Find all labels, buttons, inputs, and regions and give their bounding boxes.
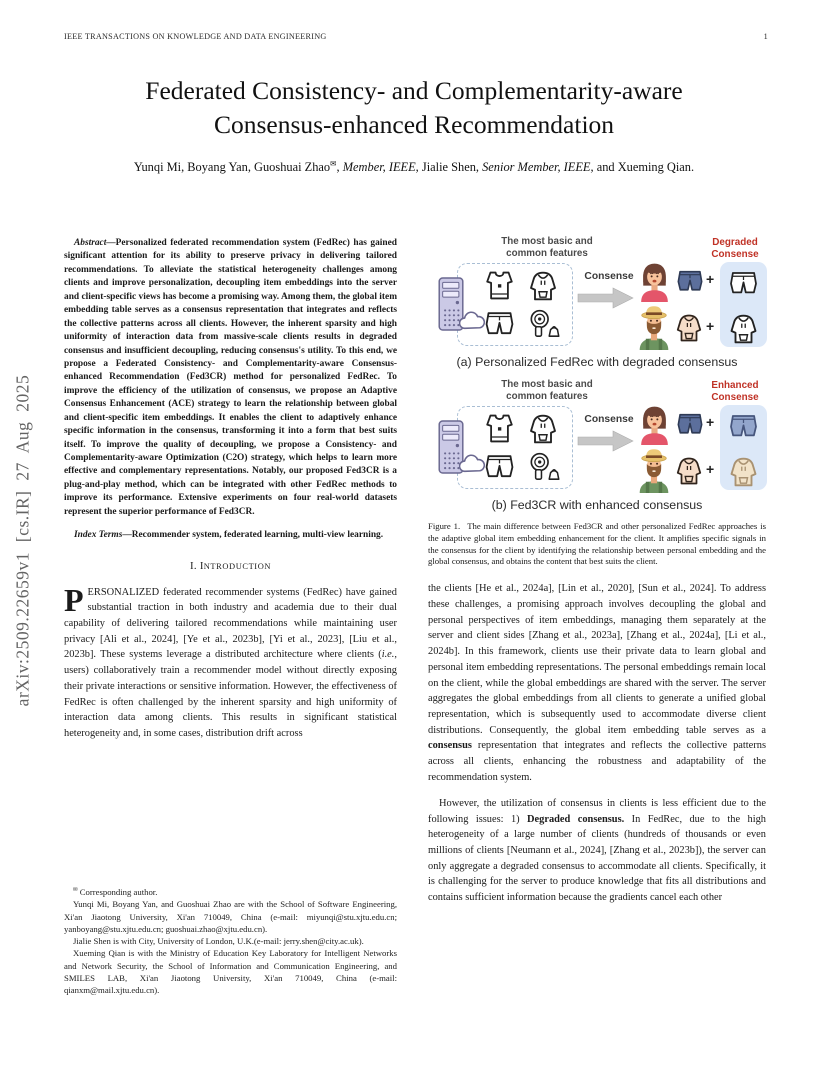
footnote-affiliation-3: Xueming Qian is with the Ministry of Education Key Laboratory for Intelligent Networks and Network Security, the School of Information and Communication Engineering, and SMILES LAB, Xi'an Jiaotong University, Xi'an 710049, China (e-mail: qianxm@mail.xjtu.edu.cn). (64, 948, 397, 996)
footnote-affiliation-1: Yunqi Mi, Boyang Yan, and Guoshuai Zhao are with the School of Software Engineering, Xi'an Jiaotong University, Xi'an 710049, China (e-mail: miyunqi@stu.xjtu.edu.cn; yanboyang@stu.xjtu.edu.cn; guoshuai.zhao@xjtu.edu.cn). (64, 899, 397, 934)
plus-sign: + (706, 461, 715, 477)
figure1-main-caption: Figure 1. The main difference between Fed3CR and other personalized FedRec approaches is the adaptive global item embedding enhancement for the client. It amplifies specific signals in the consensus for the client by identifying the relationship between personal embedding and the global consensus, and obtains the content that best suits the client. (428, 521, 766, 567)
personal-hoodie-icon (673, 456, 705, 486)
body-paragraph-2: However, the utilization of consensus in clients is less efficient due to the following issues: 1) Degraded consensus. In FedRec, due to the high heterogeneity of a large number of clients (hundreds of thousands or even millions of clients [Neumann et al., 2024], [Zhang et al., 2023b]), the server can only aggregate a degraded consensus to accommodate all clients. Specifically, it is challenging for the server to produce knowledge that fits all distributions and contains sufficient information because the gradients cancel each other (428, 797, 766, 904)
enhanced-shorts-icon (727, 411, 760, 441)
consense-label-b: Consense (584, 414, 634, 425)
tank-top-icon (484, 270, 515, 301)
man-avatar (636, 448, 672, 493)
hairdryer-bag-icon (527, 308, 560, 339)
arxiv-watermark: arXiv:2509.22659v1 [cs.IR] 27 Aug 2025 (12, 374, 33, 706)
personal-shorts-icon (675, 267, 705, 295)
status-label-degraded: Degraded Consense (711, 237, 759, 261)
features-label-a: The most basic and common features (501, 236, 593, 260)
figure1-panel-b (428, 378, 766, 491)
consense-arrow-icon (577, 430, 635, 452)
cloud-icon (459, 311, 486, 330)
degraded-shorts-icon (727, 268, 760, 298)
tank-top-icon (484, 413, 515, 444)
personal-hoodie-icon (673, 313, 705, 343)
right-column (428, 233, 766, 916)
body-paragraph-1: the clients [He et al., 2024a], [Lin et al., 2020], [Sun et al., 2024]. To address these challenges, a promising approach involves decoupling the global and personal perspectives of item embeddings, managing them separately at the server and client sides [Zhang et al., 2023a], [Zhang et al., 2024a], [Li et al., 2024b]. In this framework, clients use their private data to learn global and personal item embedding representations. The personal embeddings remain local on the client, while the global embeddings are shared with the server. The server aggregates the global embeddings from all clients to generate a unified global representation, which is subsequently used to accommodate diverse client distributions. Consequently, the global item embedding table serves as a consensus representation that integrates and reflects the collective patterns across all clients, enhancing the robustness and adaptability of the recommendation system. (428, 583, 766, 783)
cloud-icon (459, 454, 486, 473)
enhanced-hoodie-icon (727, 456, 760, 488)
page-header (64, 32, 768, 41)
figure1b-caption: (b) Fed3CR with enhanced consensus (491, 498, 703, 512)
consense-arrow-icon (577, 287, 635, 309)
authors-line: Yunqi Mi, Boyang Yan, Guoshuai Zhao✉, Member, IEEE, Jialie Shen, Senior Member, IEEE, and Xueming Qian. (133, 159, 695, 175)
status-label-enhanced: Enhanced Consense (711, 380, 759, 404)
hoodie-icon (527, 413, 559, 445)
paper-title-line2: Consensus-enhanced Recommendation (213, 109, 615, 139)
intro-paragraph: PERSONALIZED federated recommender systems (FedRec) have gained substantial traction in both industry and academia due to their dual capability of delivering tailored recommendations while maintaining user privacy [Ali et al., 2024], [Ye et al., 2023b], [Yi et al., 2023], [Liu et al., 2023b]. These systems leverage a distributed architecture where clients (i.e., users) collaboratively train a recommender model without directly exposing their private interactions or sensitive information. However, the effectiveness of FedRec is often challenged by the inherent sparsity and high uniformity of interaction data among clients. This results in significant statistical heterogeneity and, in some cases, distribution drift across (64, 581, 397, 739)
plus-sign: + (706, 414, 715, 430)
features-label-b: The most basic and common features (501, 379, 593, 403)
woman-avatar (638, 261, 671, 302)
degraded-hoodie-icon (727, 313, 760, 345)
woman-avatar (638, 404, 671, 445)
left-column (64, 237, 397, 742)
footnote-corresponding-author: ✉ Corresponding author. (73, 887, 158, 897)
plus-sign: + (706, 318, 715, 334)
paper-title-line1: Federated Consistency- and Complementarity-aware (145, 76, 683, 105)
drop-cap: P (64, 581, 84, 618)
section-heading-introduction: I. INTRODUCTION (189, 559, 272, 572)
personal-shorts-icon (675, 410, 705, 438)
consense-label-a: Consense (584, 271, 634, 282)
footnote-affiliation-2: Jialie Shen is with City, University of London, U.K.(e-mail: jerry.shen@city.ac.uk). (73, 936, 364, 947)
man-avatar (636, 305, 672, 350)
footnotes-block (64, 886, 397, 996)
shorts-icon (484, 451, 515, 482)
plus-sign: + (706, 271, 715, 287)
hoodie-icon (527, 270, 559, 302)
paper-title (40, 74, 788, 141)
figure1-panel-a (428, 235, 766, 348)
hairdryer-bag-icon (527, 451, 560, 482)
shorts-icon (484, 308, 515, 339)
journal-title: IEEE TRANSACTIONS ON KNOWLEDGE AND DATA ENGINEERING (64, 32, 327, 41)
index-terms-paragraph: Index Terms—Recommender system, federated learning, multi-view learning. (74, 530, 384, 541)
figure1a-caption: (a) Personalized FedRec with degraded consensus (456, 355, 738, 369)
page-number: 1 (763, 32, 768, 41)
abstract-paragraph: Abstract—Personalized federated recommendation system (FedRec) has gained significant attention for its ability to preserve privacy in delivering tailored recommendations. To alleviate the statistical heterogeneity challenges among clients and improve personalization, decoupling item embeddings into the server and client-specific views has become a promising way. Among them, the global item embedding table serves as a consensus representation that integrates and reflects the collective patterns across all clients. However, the inherent sparsity and high uniformity of interaction data from massive-scale clients results in degraded consensus and insufficient decoupling, reducing consensus's utility. To this end, we propose a Federated Consistency- and Complementarity-aware Consensus-enhanced Recommendation (Fed3CR) method for personalized FedRec. To improve the efficiency of the utilization of consensus, we propose an Adaptive Consensus Enhancement (ACE) strategy to learn the relationship between global and client-specific item embeddings. It enables the client to adaptively enhance specific information in the consensus, transforming it into a form that best suits itself. To improve the quality of decoupling, we propose a Consistency- and Complementarity-aware Optimization (C2O) strategy, which helps to learn more effective and complementary representations. Notably, our proposed Fed3CR is a plug-and-play method, which can be integrated with other FedRec methods to improve its performance. Extensive experiments on four real-world datasets represent the superior performance of Fed3CR. (64, 238, 397, 517)
